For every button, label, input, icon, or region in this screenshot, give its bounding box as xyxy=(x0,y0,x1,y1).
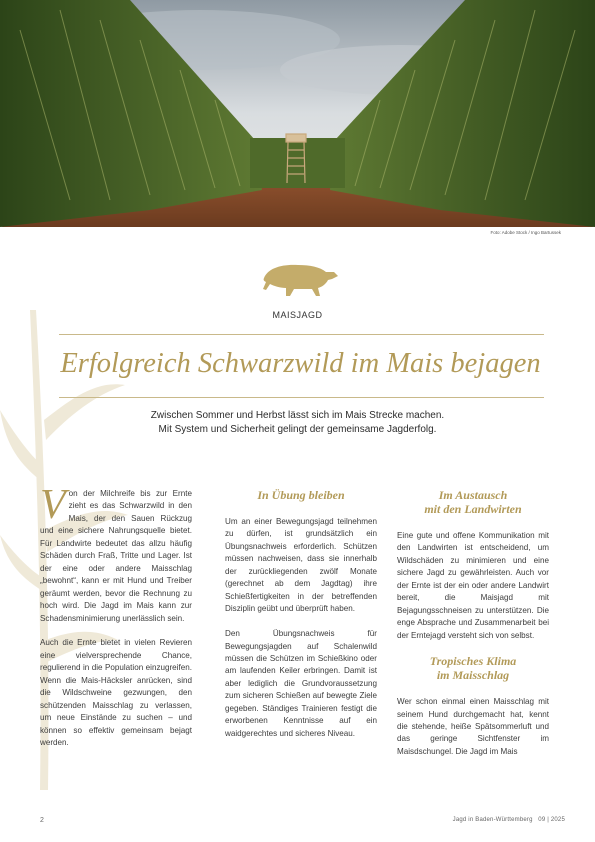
cover-photo-cornfield xyxy=(0,0,595,227)
article-title: Erfolgreich Schwarzwild im Mais bejagen xyxy=(60,348,541,379)
subheading-line: mit den Landwirten xyxy=(424,502,522,516)
photo-credit: Foto: Adobe Stock / Ingo Bartussek xyxy=(490,230,561,235)
page-number: 2 xyxy=(40,817,44,824)
title-rule-top xyxy=(59,334,544,335)
subheading-austausch xyxy=(397,488,549,516)
subheading-line: im Maisschlag xyxy=(436,668,510,683)
column-1 xyxy=(40,482,192,750)
wild-boar-icon xyxy=(260,258,340,298)
lead-line-2: Mit System und Sicherheit gelingt der gemeinsame Jagderfolg. xyxy=(158,423,437,435)
column-3 xyxy=(397,488,549,758)
article-lead xyxy=(0,409,595,436)
section-kicker: MAISJAGD xyxy=(272,310,323,320)
paragraph: Um an einer Bewegungsjagd teilnehmen zu dürfen, ist grundsätzlich ein Übungsnachweis erforderlich. Schützen müssen nachweisen, dass sie innerhalb der zurückliegenden zwölf Monate (gerechnet ab dem Jagdtag) ihre Schießfertigkeiten in der betreffenden Disziplin geübt und überprüft haben. xyxy=(225,517,377,614)
subheading-line: Tropisches Klima xyxy=(429,654,517,669)
publication-name: Jagd in Baden-Württemberg xyxy=(452,817,533,823)
lead-line-1: Zwischen Sommer und Herbst lässt sich im Mais Strecke machen. xyxy=(150,410,445,421)
subheading-uebung: In Übung bleiben xyxy=(257,488,345,502)
paragraph-intro xyxy=(40,482,192,625)
issue-number: 09 | 2025 xyxy=(538,817,565,823)
subheading-line: Im Austausch xyxy=(438,488,508,502)
title-rule-bottom xyxy=(59,397,544,398)
subheading-klima xyxy=(397,654,549,682)
column-2 xyxy=(225,488,377,740)
paragraph: Eine gute und offene Kommunikation mit den Landwirten ist entscheidend, um Wildschäden zu minimieren und eine sichere Jagd zu gewährleisten. Auch vor der Ernte ist der ein oder andere Landwirt bereit, die Maisjagd mit Bejagungsschneisen zu unterstützen. Die enge Absprache und Zusammenarbeit bei der Erntejagd versteht sich von selbst. xyxy=(397,531,549,640)
paragraph: Den Übungsnachweis für Bewegungsjagden auf Schalenwild müssen die Schützen im Schießkino oder am laufenden Keiler erbringen. Damit ist aber lediglich die Grundvoraussetzung zum sicheren Schießen auf bewegte Ziele gegeben. Ständiges Trainieren festigt die erworbenen Kenntnisse auf ein waidgerechtes und sicheres Niveau. xyxy=(225,629,377,738)
drop-cap: V xyxy=(40,482,66,528)
intro-text: on der Milchreife bis zur Ernte zieht es das Schwarzwild in den Mais, der den Sauen Rückzug und eine sichere Nahrungsquelle bietet. Für Landwirte bedeutet das allzu häufig Schäden durch Fraß, Tritte und Lager. Ist der eine oder andere Maisschlag „bewohnt“, kann er mit Hund und Treiber geräumt werden, bevor die Rechnung zu hoch wird. Die Jagd im Mais kann zur Schadensminimierung unerlässlich sein. xyxy=(40,489,192,623)
paragraph: Auch die Ernte bietet in vielen Revieren eine vielversprechende Chance, regulierend in die Population einzugreifen. Wenn die Mais-Häcksler anrücken, sind die Wildschweine gezwungen, den schützenden Maisschlag zu verlassen, um neue Einstände zu suchen – und können so effektiv gemeinsam bejagt werden. xyxy=(40,638,192,748)
paragraph: Wer schon einmal einen Maisschlag mit seinem Hund durchgemacht hat, kennt die stehende, heiße Spätsommerluft und das geringe Sichtfenster im Maisdschungel. Die Jagd im Mais xyxy=(397,697,549,756)
publication-info xyxy=(453,817,565,823)
